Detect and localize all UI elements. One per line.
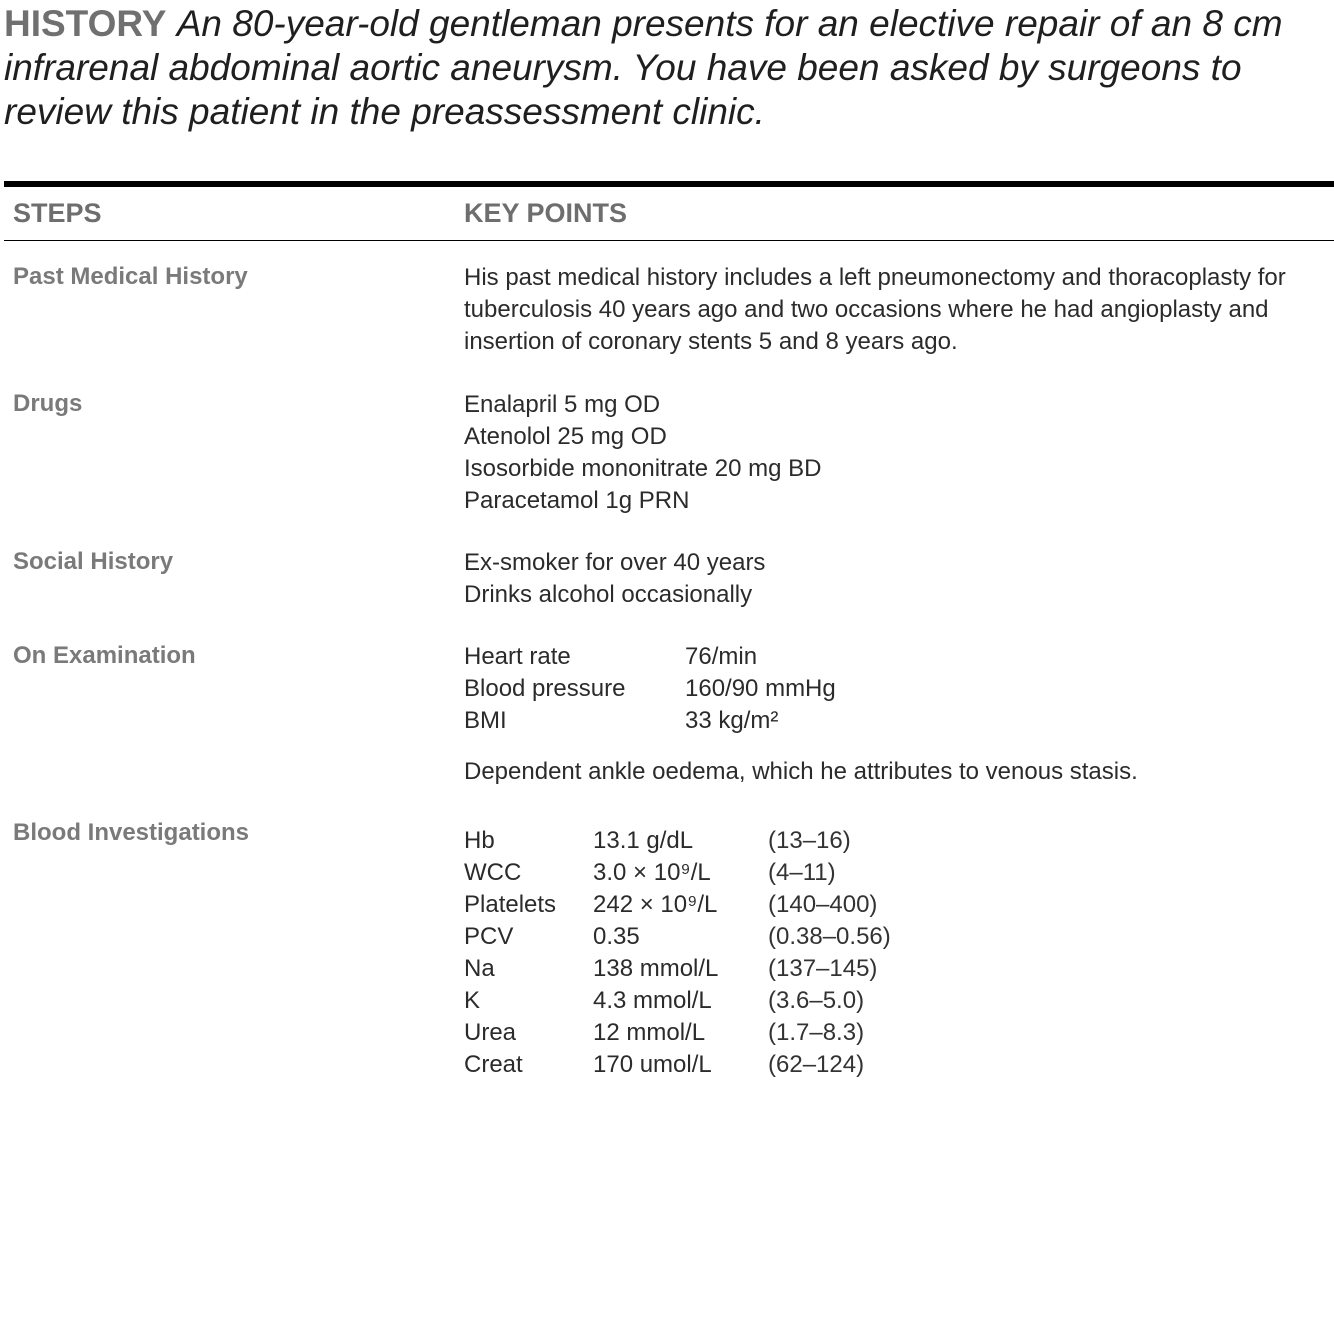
drug-list (464, 389, 822, 517)
blood-range: (0.38–0.56) (768, 923, 891, 950)
drug-item: Paracetamol 1g PRN (464, 487, 690, 514)
blood-value: 138 mmol/L (593, 955, 719, 982)
vitals-table (464, 641, 836, 737)
blood-value: 12 mmol/L (593, 1019, 706, 1046)
vital-label: Blood pressure (464, 675, 626, 702)
blood-value: 13.1 g/dL (593, 827, 694, 854)
blood-table (464, 825, 891, 1081)
vital-value: 160/90 mmHg (685, 675, 836, 702)
social-item: Drinks alcohol occasionally (464, 581, 753, 608)
blood-range: (4–11) (768, 859, 836, 886)
pmh-text: His past medical history includes a left pneumonectomy and thoracoplasty for tuberculosis 40 years ago and two occasions where he had angioplasty and insertion of coronary stents 5 and 8 years ago. (464, 264, 1286, 355)
blood-value: 242 × 10⁹/L (593, 891, 718, 918)
exam-note: Dependent ankle oedema, which he attributes to venous stasis. (464, 758, 1138, 785)
blood-value: 170 umol/L (593, 1051, 712, 1078)
section-label: HISTORY (4, 3, 167, 44)
blood-range: (13–16) (768, 827, 851, 854)
step-social-history: Social History (13, 548, 174, 575)
drug-item: Enalapril 5 mg OD (464, 391, 661, 418)
table-top-rule (4, 181, 1334, 187)
steps-column-header: STEPS (13, 198, 102, 228)
blood-results (464, 825, 891, 1081)
blood-range: (3.6–5.0) (768, 987, 865, 1014)
social-list (464, 547, 765, 611)
drug-item: Isosorbide mononitrate 20 mg BD (464, 455, 822, 482)
social-item: Ex-smoker for over 40 years (464, 549, 766, 576)
step-on-examination: On Examination (13, 642, 196, 669)
blood-test: K (464, 987, 481, 1014)
blood-value: 0.35 (593, 923, 640, 950)
case-header (4, 2, 1326, 134)
step-blood-investigations: Blood Investigations (13, 819, 250, 846)
step-drugs: Drugs (13, 390, 83, 417)
blood-test: Urea (464, 1019, 517, 1046)
blood-test: Hb (464, 827, 495, 854)
blood-test: Na (464, 955, 495, 982)
blood-test: WCC (464, 859, 522, 886)
blood-test: Platelets (464, 891, 557, 918)
key-points-column-header: KEY POINTS (464, 198, 628, 228)
blood-range: (62–124) (768, 1051, 865, 1078)
drug-item: Atenolol 25 mg OD (464, 423, 667, 450)
vital-label: BMI (464, 707, 507, 734)
blood-value: 3.0 × 10⁹/L (593, 859, 711, 886)
blood-range: (140–400) (768, 891, 878, 918)
blood-range: (1.7–8.3) (768, 1019, 865, 1046)
step-past-medical-history: Past Medical History (13, 263, 248, 290)
exam-findings (464, 641, 836, 737)
vital-value: 33 kg/m² (685, 707, 779, 734)
case-intro: An 80-year-old gentleman presents for an elective repair of an 8 cm infrarenal abdominal aortic aneurysm. You have been asked by surgeons to review this patient in the preassessment clinic. (4, 3, 1283, 132)
blood-range: (137–145) (768, 955, 878, 982)
blood-test: PCV (464, 923, 514, 950)
vital-label: Heart rate (464, 643, 571, 670)
header-divider (4, 240, 1334, 241)
blood-test: Creat (464, 1051, 523, 1078)
vital-value: 76/min (685, 643, 758, 670)
blood-value: 4.3 mmol/L (593, 987, 712, 1014)
